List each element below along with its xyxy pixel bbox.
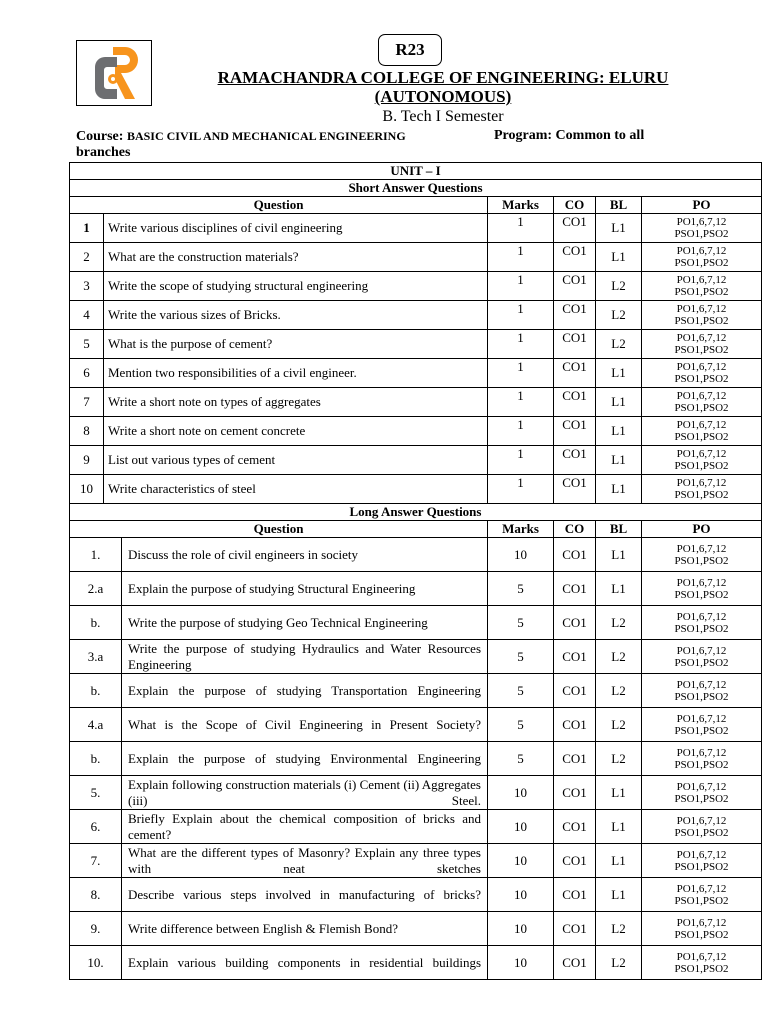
question-text: Explain various building components in residential buildings [122,946,488,980]
po-mapping: PO1,6,7,12 [676,390,727,402]
question-number: 8 [70,417,104,446]
short-question-row [70,272,762,301]
bl-cell: L1 [596,878,642,912]
question-text: Write the scope of studying structural engineering [104,272,488,301]
question-number: 9. [70,912,122,946]
marks-cell: 1 [488,301,554,330]
po-cell [642,301,762,330]
question-text: Describe various steps involved in manufacturing of bricks? [122,878,488,912]
marks-cell: 5 [488,742,554,776]
short-question-row [70,359,762,388]
bl-cell: L2 [596,606,642,640]
po-mapping: PO1,6,7,12 [676,678,727,691]
marks-cell: 1 [488,330,554,359]
po-mapping: PO1,6,7,12 [676,916,727,929]
po-cell [642,878,762,912]
header-co: CO [554,197,596,214]
bl-cell: L1 [596,243,642,272]
short-question-row [70,446,762,475]
co-cell: CO1 [554,742,596,776]
po-mapping: PO1,6,7,12 [676,848,727,861]
bl-cell: L2 [596,742,642,776]
co-cell: CO1 [554,475,596,504]
question-text: List out various types of cement [104,446,488,475]
college-name-line1: RAMACHANDRA COLLEGE OF ENGINEERING: ELURU [217,68,669,87]
college-logo [76,40,152,106]
co-cell: CO1 [554,446,596,475]
course-info [76,128,716,161]
marks-cell: 1 [488,417,554,446]
pso-mapping: PSO1,PSO2 [674,257,729,269]
bl-cell: L2 [596,301,642,330]
co-cell: CO1 [554,359,596,388]
question-text: Write a short note on cement concrete [104,417,488,446]
header-marks: Marks [488,521,554,538]
header-bl: BL [596,521,642,538]
co-cell: CO1 [554,388,596,417]
po-cell [642,640,762,674]
question-text: Write characteristics of steel [104,475,488,504]
pso-mapping: PSO1,PSO2 [674,344,729,356]
long-question-row [70,538,762,572]
po-cell [642,606,762,640]
short-header-row [70,197,762,214]
bl-cell: L2 [596,640,642,674]
pso-mapping: PSO1,PSO2 [674,656,729,669]
co-cell: CO1 [554,640,596,674]
question-text: What is the Scope of Civil Engineering in Present Society? [122,708,488,742]
marks-cell: 1 [488,475,554,504]
co-cell: CO1 [554,878,596,912]
bl-cell: L1 [596,475,642,504]
co-cell: CO1 [554,330,596,359]
regulation-badge: R23 [378,34,442,66]
co-cell: CO1 [554,708,596,742]
po-mapping: PO1,6,7,12 [676,274,727,286]
po-cell [642,538,762,572]
long-question-row [70,912,762,946]
po-cell [642,572,762,606]
long-question-row [70,742,762,776]
pso-mapping: PSO1,PSO2 [674,554,729,567]
pso-mapping: PSO1,PSO2 [674,724,729,737]
po-cell [642,214,762,243]
long-question-row [70,606,762,640]
question-number: 8. [70,878,122,912]
co-cell: CO1 [554,912,596,946]
question-text: Write the purpose of studying Geo Technical Engineering [122,606,488,640]
pso-mapping: PSO1,PSO2 [674,315,729,327]
short-question-row [70,388,762,417]
question-number: 2.a [70,572,122,606]
po-mapping: PO1,6,7,12 [676,216,727,228]
co-cell: CO1 [554,810,596,844]
header-question: Question [70,521,488,538]
co-cell: CO1 [554,674,596,708]
po-mapping: PO1,6,7,12 [676,448,727,460]
pso-mapping: PSO1,PSO2 [674,792,729,805]
long-question-row [70,810,762,844]
po-cell [642,475,762,504]
pso-mapping: PSO1,PSO2 [674,588,729,601]
pso-mapping: PSO1,PSO2 [674,460,729,472]
course-label: Course: [76,129,124,144]
course-name: BASIC CIVIL AND MECHANICAL ENGINEERING [126,129,406,143]
question-text: Briefly Explain about the chemical composition of bricks and cement? [122,810,488,844]
long-question-row [70,674,762,708]
po-cell [642,708,762,742]
bl-cell: L1 [596,810,642,844]
question-text: Explain following construction materials (i) Cement (ii) Aggregates (iii) Steel. [122,776,488,810]
question-text: Write difference between English & Flemish Bond? [122,912,488,946]
question-number: 4 [70,301,104,330]
question-number: 6 [70,359,104,388]
program-label: Program: Common to all [494,128,645,143]
marks-cell: 5 [488,708,554,742]
short-answer-title: Short Answer Questions [70,180,762,197]
marks-cell: 10 [488,538,554,572]
co-cell: CO1 [554,946,596,980]
bl-cell: L1 [596,538,642,572]
po-cell [642,243,762,272]
bl-cell: L2 [596,330,642,359]
marks-cell: 10 [488,946,554,980]
short-question-row [70,417,762,446]
po-mapping: PO1,6,7,12 [676,610,727,623]
pso-mapping: PSO1,PSO2 [674,402,729,414]
long-question-row [70,572,762,606]
bl-cell: L1 [596,776,642,810]
co-cell: CO1 [554,214,596,243]
po-mapping: PO1,6,7,12 [676,814,727,827]
po-cell [642,912,762,946]
po-cell [642,417,762,446]
po-mapping: PO1,6,7,12 [676,882,727,895]
program-continued: branches [76,145,131,160]
pso-mapping: PSO1,PSO2 [674,286,729,298]
bl-cell: L1 [596,417,642,446]
marks-cell: 5 [488,640,554,674]
pso-mapping: PSO1,PSO2 [674,758,729,771]
pso-mapping: PSO1,PSO2 [674,228,729,240]
question-bank-table [69,162,762,980]
question-number: 1 [70,214,104,243]
question-number: 5 [70,330,104,359]
bl-cell: L2 [596,272,642,301]
rcee-logo-icon [87,43,143,105]
question-text: What is the purpose of cement? [104,330,488,359]
co-cell: CO1 [554,606,596,640]
marks-cell: 10 [488,844,554,878]
question-number: 7. [70,844,122,878]
question-text: What are the different types of Masonry? Explain any three types with neat sketches [122,844,488,878]
header-bl: BL [596,197,642,214]
question-number: 5. [70,776,122,810]
marks-cell: 1 [488,359,554,388]
co-cell: CO1 [554,844,596,878]
marks-cell: 1 [488,446,554,475]
long-question-row [70,878,762,912]
pso-mapping: PSO1,PSO2 [674,826,729,839]
po-mapping: PO1,6,7,12 [676,361,727,373]
co-cell: CO1 [554,272,596,301]
question-text: Explain the purpose of studying Environmental Engineering [122,742,488,776]
bl-cell: L1 [596,844,642,878]
co-cell: CO1 [554,572,596,606]
marks-cell: 1 [488,388,554,417]
bl-cell: L1 [596,359,642,388]
po-mapping: PO1,6,7,12 [676,542,727,555]
question-number: b. [70,674,122,708]
long-question-row [70,776,762,810]
question-number: 3 [70,272,104,301]
po-mapping: PO1,6,7,12 [676,712,727,725]
co-cell: CO1 [554,301,596,330]
pso-mapping: PSO1,PSO2 [674,690,729,703]
header-po: PO [642,197,762,214]
long-header-row [70,521,762,538]
question-text: Discuss the role of civil engineers in society [122,538,488,572]
po-cell [642,272,762,301]
po-mapping: PO1,6,7,12 [676,644,727,657]
po-cell [642,330,762,359]
header-co: CO [554,521,596,538]
question-text: Mention two responsibilities of a civil engineer. [104,359,488,388]
marks-cell: 10 [488,810,554,844]
question-number: 9 [70,446,104,475]
marks-cell: 5 [488,606,554,640]
question-text: Explain the purpose of studying Transportation Engineering [122,674,488,708]
question-text: Write the various sizes of Bricks. [104,301,488,330]
pso-mapping: PSO1,PSO2 [674,928,729,941]
po-mapping: PO1,6,7,12 [676,477,727,489]
marks-cell: 10 [488,912,554,946]
semester-label: B. Tech I Semester [382,108,504,125]
po-cell [642,776,762,810]
unit-title: UNIT – I [70,163,762,180]
po-mapping: PO1,6,7,12 [676,332,727,344]
question-text: Write a short note on types of aggregates [104,388,488,417]
co-cell: CO1 [554,417,596,446]
question-number: 10 [70,475,104,504]
po-cell [642,844,762,878]
pso-mapping: PSO1,PSO2 [674,431,729,443]
question-text: Write the purpose of studying Hydraulics and Water Resources Engineering [122,640,488,674]
bl-cell: L2 [596,946,642,980]
pso-mapping: PSO1,PSO2 [674,489,729,501]
po-mapping: PO1,6,7,12 [676,746,727,759]
header-marks: Marks [488,197,554,214]
short-question-row [70,301,762,330]
marks-cell: 5 [488,674,554,708]
question-number: 10. [70,946,122,980]
question-number: 7 [70,388,104,417]
po-mapping: PO1,6,7,12 [676,576,727,589]
bl-cell: L1 [596,388,642,417]
college-name [160,68,726,106]
po-cell [642,359,762,388]
po-cell [642,674,762,708]
po-mapping: PO1,6,7,12 [676,780,727,793]
pso-mapping: PSO1,PSO2 [674,962,729,975]
bl-cell: L1 [596,214,642,243]
question-text: Explain the purpose of studying Structural Engineering [122,572,488,606]
question-number: 4.a [70,708,122,742]
po-cell [642,946,762,980]
question-number: b. [70,606,122,640]
po-cell [642,810,762,844]
question-number: b. [70,742,122,776]
co-cell: CO1 [554,776,596,810]
pso-mapping: PSO1,PSO2 [674,894,729,907]
long-answer-title: Long Answer Questions [70,504,762,521]
po-cell [642,446,762,475]
short-question-row [70,243,762,272]
short-question-row [70,475,762,504]
short-question-row [70,214,762,243]
po-mapping: PO1,6,7,12 [676,950,727,963]
header-question: Question [70,197,488,214]
short-question-row [70,330,762,359]
question-text: Write various disciplines of civil engineering [104,214,488,243]
marks-cell: 10 [488,776,554,810]
po-cell [642,742,762,776]
co-cell: CO1 [554,243,596,272]
long-question-row [70,844,762,878]
pso-mapping: PSO1,PSO2 [674,373,729,385]
marks-cell: 1 [488,243,554,272]
bl-cell: L1 [596,572,642,606]
bl-cell: L2 [596,708,642,742]
po-cell [642,388,762,417]
bl-cell: L2 [596,674,642,708]
po-mapping: PO1,6,7,12 [676,419,727,431]
co-cell: CO1 [554,538,596,572]
long-question-row [70,946,762,980]
bl-cell: L2 [596,912,642,946]
po-mapping: PO1,6,7,12 [676,303,727,315]
marks-cell: 1 [488,214,554,243]
question-number: 1. [70,538,122,572]
question-text: What are the construction materials? [104,243,488,272]
marks-cell: 1 [488,272,554,301]
long-question-row [70,640,762,674]
question-number: 3.a [70,640,122,674]
college-name-line2: (AUTONOMOUS) [374,87,512,106]
po-mapping: PO1,6,7,12 [676,245,727,257]
pso-mapping: PSO1,PSO2 [674,622,729,635]
pso-mapping: PSO1,PSO2 [674,860,729,873]
long-question-row [70,708,762,742]
question-number: 6. [70,810,122,844]
question-number: 2 [70,243,104,272]
marks-cell: 10 [488,878,554,912]
bl-cell: L1 [596,446,642,475]
marks-cell: 5 [488,572,554,606]
header-po: PO [642,521,762,538]
